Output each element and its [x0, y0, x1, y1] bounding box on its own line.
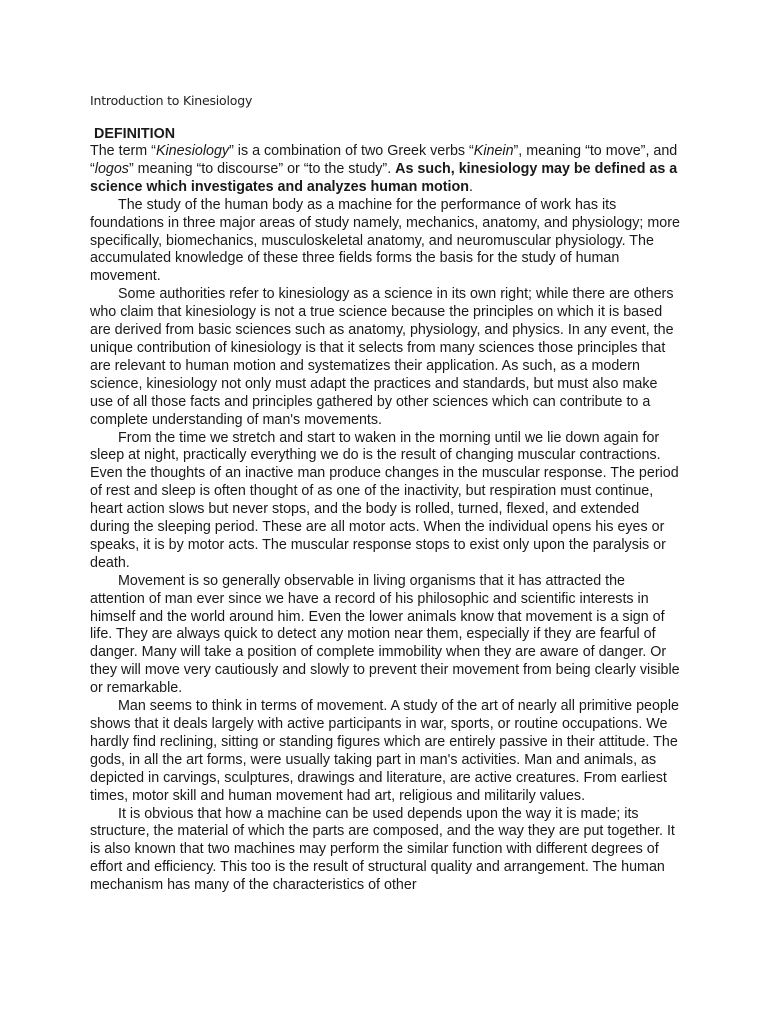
document-page	[90, 92, 680, 895]
intro-text-2: ” is a combination of two Greek verbs “	[229, 143, 474, 159]
term-kinein: Kinein	[473, 143, 514, 159]
intro-text-4: ” meaning “to discourse” or “to the study”.	[128, 160, 396, 177]
body-paragraph: The study of the human body as a machine for the performance of work has its foundations in three major areas of study namely, mechanics, anatomy, and physiology; more specifically, biomechanics, musculoskeletal anatomy, and neuromuscular physiology. The accumulated knowledge of these three fields forms the basis for the study of human movement.	[90, 196, 680, 285]
body-paragraph: From the time we stretch and start to waken in the morning until we lie down again for sleep at night, practically everything we do is the result of changing muscular contractions. Even the thoughts of an inactive man produce changes in the muscular response. The period of rest and sleep is often thought of as one of the inactivity, but respiration must continue, heart action slows but never stops, and the body is rolled, turned, flexed, and extended during the sleeping period. These are all motor acts. When the individual opens his eyes or speaks, it is by motor acts. The muscular response stops to exist only upon the paralysis or death.	[90, 429, 679, 571]
intro-text-5: .	[468, 178, 473, 195]
term-logos: logos	[94, 160, 129, 177]
intro-text-3: ”, meaning “to move”, and “	[90, 143, 678, 177]
body-paragraph: Man seems to think in terms of movement. A study of the art of nearly all primitive people shows that it deals largely with active participants in war, sports, or routine occupations. We hardly find reclining, sitting or standing figures which are entirely passive in their attitude. The gods, in all the art forms, were usually taking part in man's activities. Man and animals, as depicted in carvings, sculptures, drawings and literature, are active creatures. From earliest times, motor skill and human movement had art, religious and militarily values.	[90, 698, 680, 804]
intro-paragraph	[90, 143, 680, 197]
definition-statement: As such, kinesiology may be defined as a science which investigates and analyzes human motion	[90, 160, 678, 195]
document-header: Introduction to Kinesiology	[90, 93, 253, 108]
section-heading-definition: DEFINITION	[94, 126, 176, 142]
body-paragraph: Some authorities refer to kinesiology as a science in its own right; while there are others who claim that kinesiology is not a true science because the principles on which it is based are derived from basic sciences such as anatomy, physiology, and physics. In any event, the unique contribution of kinesiology is that it selects from many sciences those principles that are relevant to human motion and systematizes their application. As such, as a modern science, kinesiology not only must adapt the practices and standards, but must also make use of all those facts and principles gathered by other sciences which can contribute to a complete understanding of man's movements.	[90, 286, 674, 428]
intro-text-1: The term “	[90, 143, 156, 159]
body-paragraph: It is obvious that how a machine can be used depends upon the way it is made; its structure, the material of which the parts are composed, and the way they are put together. It is also known that two machines may perform the similar function with different degrees of effort and efficiency. This too is the result of structural quality and arrangement. The human mechanism has many of the characteristics of other	[90, 805, 675, 894]
term-kinesiology: Kinesiology	[155, 143, 230, 159]
body-paragraph: Movement is so generally observable in living organisms that it has attracted the attention of man ever since we have a record of his philosophic and scientific interests in himself and the world around him. Even the lower animals know that movement is a sign of life. They are always quick to detect any motion near them, especially if they are fearful of danger. Many will take a position of complete immobility when they are aware of danger. Or they will move very cautiously and slowly to prevent their movement from being clearly visible or remarkable.	[90, 572, 680, 697]
